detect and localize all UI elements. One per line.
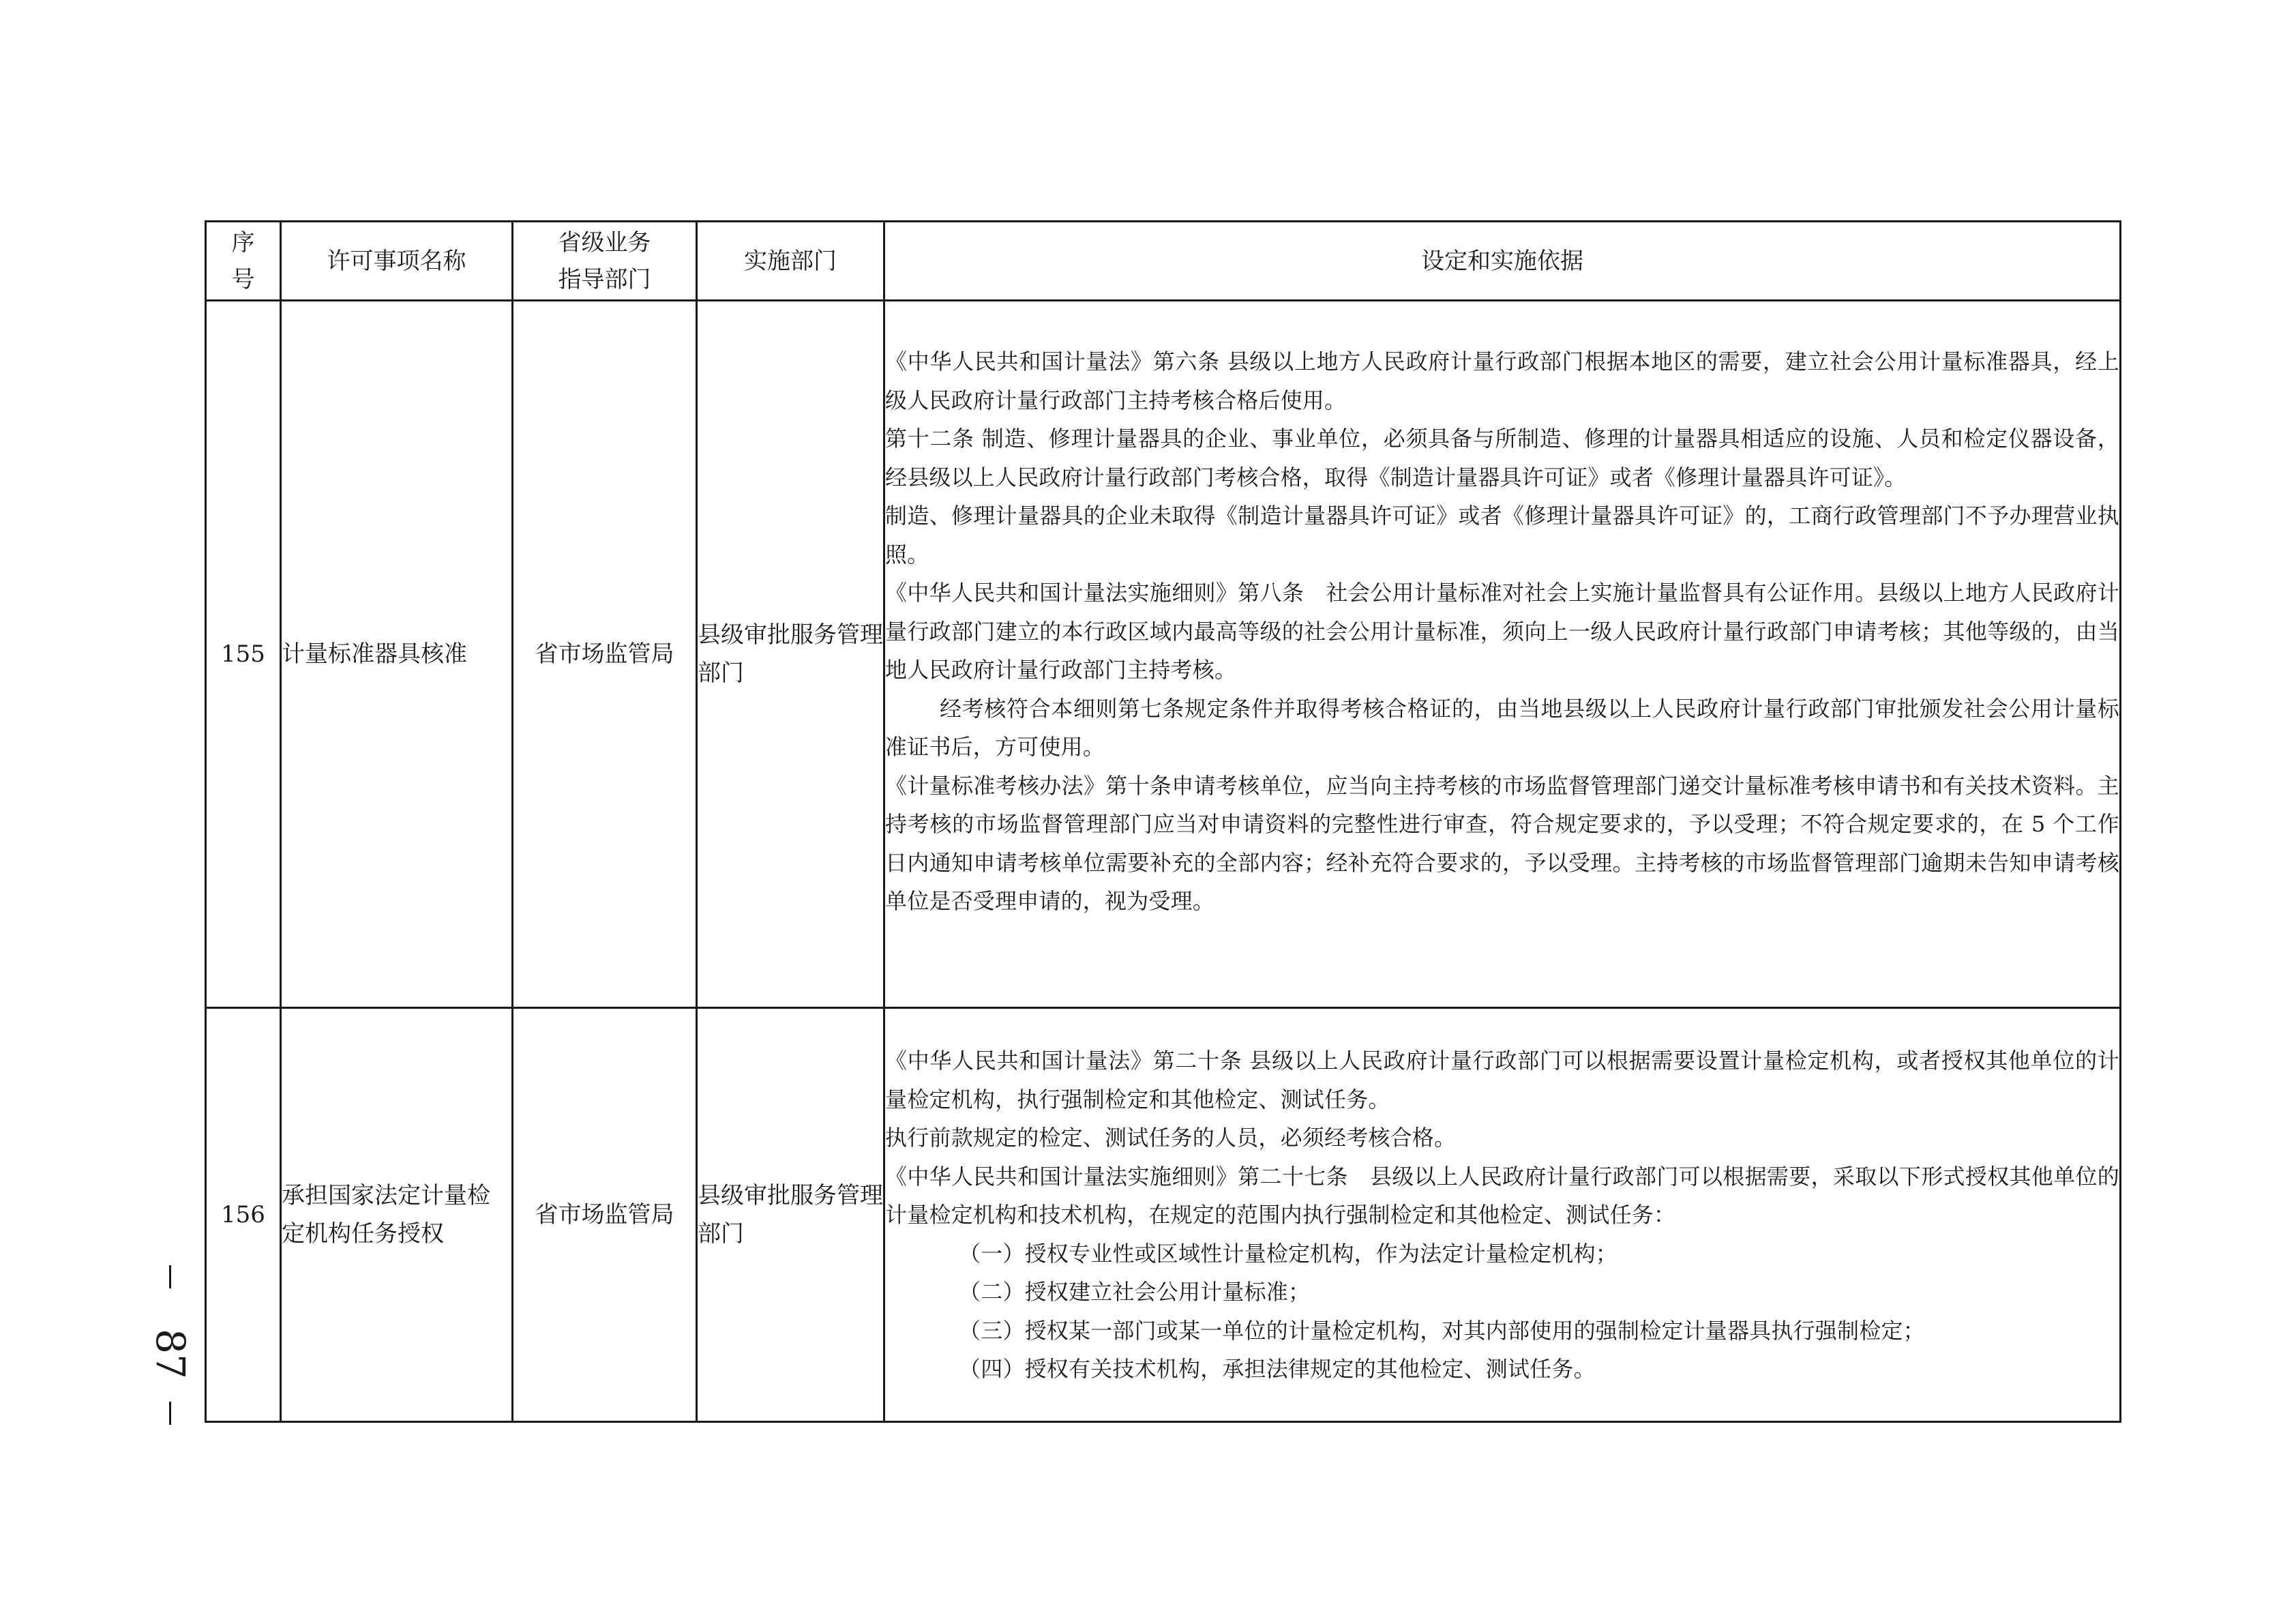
basis-paragraph: （二）授权建立社会公用计量标准； — [959, 1279, 1311, 1305]
row-provincial-dept: 省市场监管局 — [513, 301, 697, 1008]
basis-paragraph: 第十二条 制造、修理计量器具的企业、事业单位，必须具备与所制造、修理的计量器具相适应的设施、人员和检定仪器设备，经县级以上人民政府计量行政部门考核合格，取得《制造计量器具许可证》或者《修理计量器具许可证》。 — [885, 426, 2119, 490]
row-item-name: 承担国家法定计量检定机构任务授权 — [281, 1008, 513, 1422]
page-number-dash-top — [169, 1265, 171, 1288]
page-number-text: 87 — [147, 1329, 194, 1379]
basis-paragraph: 执行前款规定的检定、测试任务的人员，必须经考核合格。 — [885, 1125, 1457, 1151]
row-basis — [884, 301, 2121, 1008]
header-provincial-dept-line2: 指导部门 — [558, 265, 651, 293]
basis-paragraph: 经考核符合本细则第七条规定条件并取得考核合格证的，由当地县级以上人民政府计量行政部门审批颁发社会公用计量标准证书后，方可使用。 — [885, 695, 2119, 760]
permit-table — [205, 220, 2121, 1423]
row-seq: 155 — [206, 301, 281, 1008]
row-impl-dept: 县级审批服务管理部门 — [697, 1008, 884, 1422]
row-seq: 156 — [206, 1008, 281, 1422]
page-number-dash-bottom — [169, 1402, 171, 1425]
page-number — [136, 1265, 205, 1429]
header-provincial-dept-line1: 省级业务 — [558, 228, 651, 256]
basis-paragraph: （一）授权专业性或区域性计量检定机构，作为法定计量检定机构； — [959, 1240, 1618, 1267]
row-impl-dept: 县级审批服务管理部门 — [697, 301, 884, 1008]
table-header-row — [206, 222, 2121, 301]
basis-paragraph: 《计量标准考核办法》第十条申请考核单位，应当向主持考核的市场监督管理部门递交计量标准考核申请书和有关技术资料。主持考核的市场监督管理部门应当对申请资料的完整性进行审查，符合规定要求的，予以受理；不符合规定要求的，在 5 个工作日内通知申请考核单位需要补充的全部内容；经补充符合要求的，予以受理。主持考核的市场监督管理部门逾期未告知申请考核单位是否受理申请的，视为受理。 — [885, 772, 2119, 914]
table-row — [206, 301, 2121, 1008]
header-basis: 设定和实施依据 — [884, 222, 2121, 301]
basis-paragraph: （四）授权有关技术机构，承担法律规定的其他检定、测试任务。 — [959, 1356, 1596, 1382]
row-basis — [884, 1008, 2121, 1422]
table-row — [206, 1008, 2121, 1422]
header-item-name: 许可事项名称 — [281, 222, 513, 301]
basis-paragraph: 《中华人民共和国计量法》第六条 县级以上地方人民政府计量行政部门根据本地区的需要，建立社会公用计量标准器具，经上级人民政府计量行政部门主持考核合格后使用。 — [885, 349, 2119, 413]
row-provincial-dept: 省市场监管局 — [513, 1008, 697, 1422]
basis-paragraph: 《中华人民共和国计量法实施细则》第二十七条 县级以上人民政府计量行政部门可以根据需要，采取以下形式授权其他单位的计量检定机构和技术机构，在规定的范围内执行强制检定和其他检定、测试任务： — [885, 1163, 2119, 1228]
basis-paragraph: 《中华人民共和国计量法实施细则》第八条 社会公用计量标准对社会上实施计量监督具有公证作用。县级以上地方人民政府计量行政部门建立的本行政区域内最高等级的社会公用计量标准，须向上一级人民政府计量行政部门申请考核；其他等级的，由当地人民政府计量行政部门主持考核。 — [885, 580, 2119, 683]
basis-paragraph: 制造、修理计量器具的企业未取得《制造计量器具许可证》或者《修理计量器具许可证》的，工商行政管理部门不予办理营业执照。 — [885, 503, 2119, 567]
basis-paragraph: （三）授权某一部门或某一单位的计量检定机构，对其内部使用的强制检定计量器具执行强制检定； — [959, 1317, 1925, 1344]
header-provincial-dept — [513, 222, 697, 301]
row-item-name: 计量标准器具核准 — [281, 301, 513, 1008]
basis-paragraph: 《中华人民共和国计量法》第二十条 县级以上人民政府计量行政部门可以根据需要设置计量检定机构，或者授权其他单位的计量检定机构，执行强制检定和其他检定、测试任务。 — [885, 1048, 2120, 1112]
header-seq: 序号 — [206, 222, 281, 301]
header-impl-dept: 实施部门 — [697, 222, 884, 301]
